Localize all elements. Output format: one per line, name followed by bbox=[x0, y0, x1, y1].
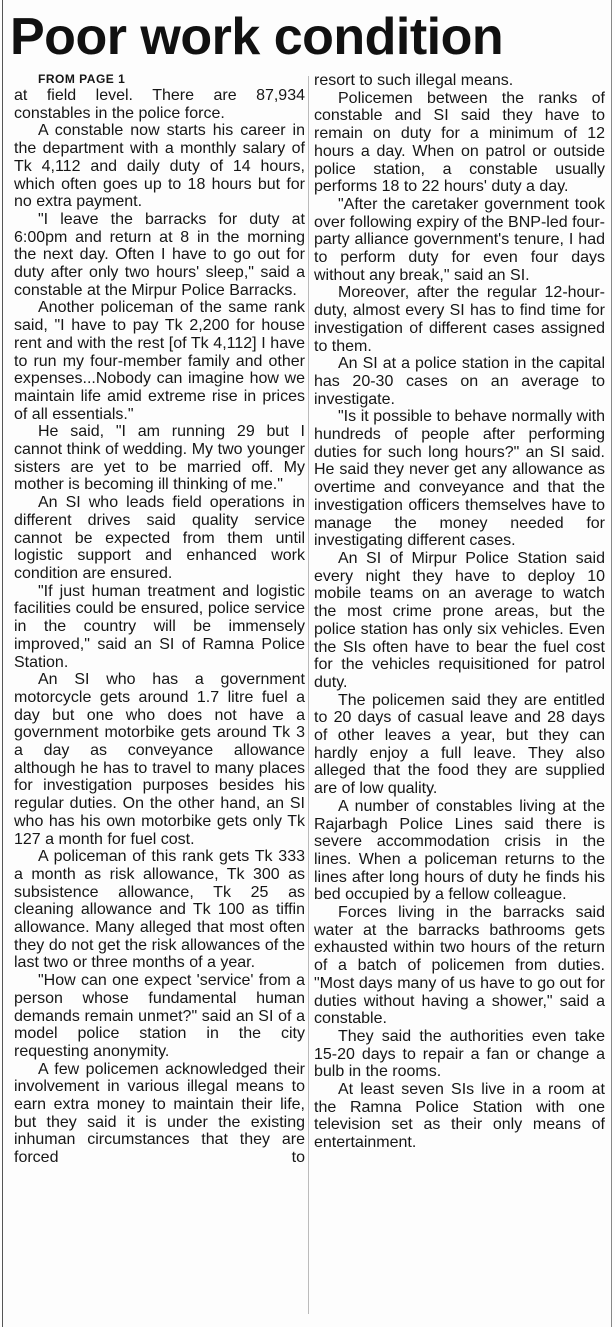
paragraph: A constable now starts his career in the department with a monthly salary of Tk 4,112 and daily duty of 14 hours, which often goes up to 18 hours but for no extra payment. bbox=[14, 122, 305, 211]
kicker: FROM PAGE 1 bbox=[38, 72, 126, 86]
left-column bbox=[14, 72, 305, 1167]
paragraph: "How can one expect 'service' from a person whose fundamental human demands remain unmet?" said an SI of a model police station in the city requesting anonymity. bbox=[14, 972, 305, 1060]
headline: Poor work condition bbox=[10, 8, 504, 66]
paragraph: At least seven SIs live in a room at the Ramna Police Station with one television set as their only means of entertainment. bbox=[314, 1081, 605, 1152]
paragraph: resort to such illegal means. bbox=[314, 72, 514, 89]
paragraph: A policeman of this rank gets Tk 333 a month as risk allowance, Tk 300 as subsistence allowance, Tk 25 as cleaning allowance and Tk 100 as tiffin allowance. Many alleged that most often they do not get the risk allowances of the last two or three months of a year. bbox=[14, 848, 305, 972]
column-divider bbox=[308, 76, 309, 1314]
paragraph: "After the caretaker government took over following expiry of the BNP-led four-party alliance government's tenure, I had to perform duty for even four days without any break," said an SI. bbox=[314, 195, 605, 284]
paragraph: Moreover, after the regular 12-hour-duty, almost every SI has to find time for investigation of different cases assigned to them. bbox=[314, 284, 605, 355]
paragraph: Forces living in the barracks said water at the barracks bathrooms gets exhausted within two hours of the return of a batch of policemen from duties. "Most days many of us have to go out for duties without having a shower," said a constable. bbox=[314, 904, 605, 1028]
paragraph: The policemen said they are entitled to 20 days of casual leave and 28 days of other leaves a year, but they can hardly enjoy a full leave. They also alleged that the food they are supplied are of low quality. bbox=[314, 691, 605, 798]
paragraph: A few policemen acknowledged their involvement in various illegal means to earn extra money to maintain their life, but they said it is under the existing inhuman circumstances that they are forced to bbox=[14, 1060, 305, 1167]
paragraph: An SI of Mirpur Police Station said every night they have to deploy 10 mobile teams on an average to watch the most crime prone areas, but the police station has only six vehicles. Even the SIs often have to bear the fuel cost for the vehicles requisitioned for patrol duty. bbox=[314, 549, 605, 691]
paragraph: Another policeman of the same rank said, "I have to pay Tk 2,200 for house rent and with the rest [of Tk 4,112] I have to run my four-member family and other expenses...Nobody can imagine how we maintain life amid extreme rise in prices of all essentials." bbox=[14, 299, 305, 423]
right-column bbox=[314, 72, 605, 1152]
paragraph: An SI at a police station in the capital has 20-30 cases on an average to investigate. bbox=[314, 355, 605, 408]
paragraph: A number of constables living at the Rajarbagh Police Lines said there is severe accommodation crisis in the lines. When a policeman returns to the lines after long hours of duty he finds his bed occupied by a fellow colleague. bbox=[314, 797, 605, 904]
paragraph: at field level. There are 87,934 constables in the police force. bbox=[14, 87, 305, 122]
paragraph: He said, "I am running 29 but I cannot think of wedding. My two younger sisters are yet to be married off. My mother is becoming ill thinking of me." bbox=[14, 423, 305, 494]
paragraph: They said the authorities even take 15-20 days to repair a fan or change a bulb in the rooms. bbox=[314, 1027, 605, 1081]
paragraph: An SI who leads field operations in different drives said quality service cannot be expected from them until logistic support and enhanced work condition are ensured. bbox=[14, 494, 305, 582]
clipping-right-edge bbox=[611, 0, 612, 1327]
paragraph: "Is it possible to behave normally with hundreds of people after performing duties for such long hours?" an SI said. He said they never get any allowance as overtime and conveyance and that the investigation officers themselves have to manage the money needed for investigating different cases. bbox=[314, 408, 605, 550]
paragraph: "If just human treatment and logistic facilities could be ensured, police service in the country will be immensely improved," said an SI of Ramna Police Station. bbox=[14, 582, 305, 671]
clipping-left-edge bbox=[2, 0, 3, 1327]
paragraph: An SI who has a government motorcycle gets around 1.7 litre fuel a day but one who does not have a government motorbike gets around Tk 3 a day as conveyance allowance although he has to travel to many places for investigation purposes besides his regular duties. On the other hand, an SI who has his own motorbike gets only Tk 127 a month for fuel cost. bbox=[14, 671, 305, 848]
paragraph: Policemen between the ranks of constable and SI said they have to remain on duty for a minimum of 12 hours a day. When on patrol or outside police station, a constable usually performs 18 to 22 hours' duty a day. bbox=[314, 89, 605, 196]
paragraph: "I leave the barracks for duty at 6:00pm and return at 8 in the morning the next day. Often I have to go out for duty after only two hours' sleep," said a constable at the Mirpur Police Barracks. bbox=[14, 210, 305, 299]
